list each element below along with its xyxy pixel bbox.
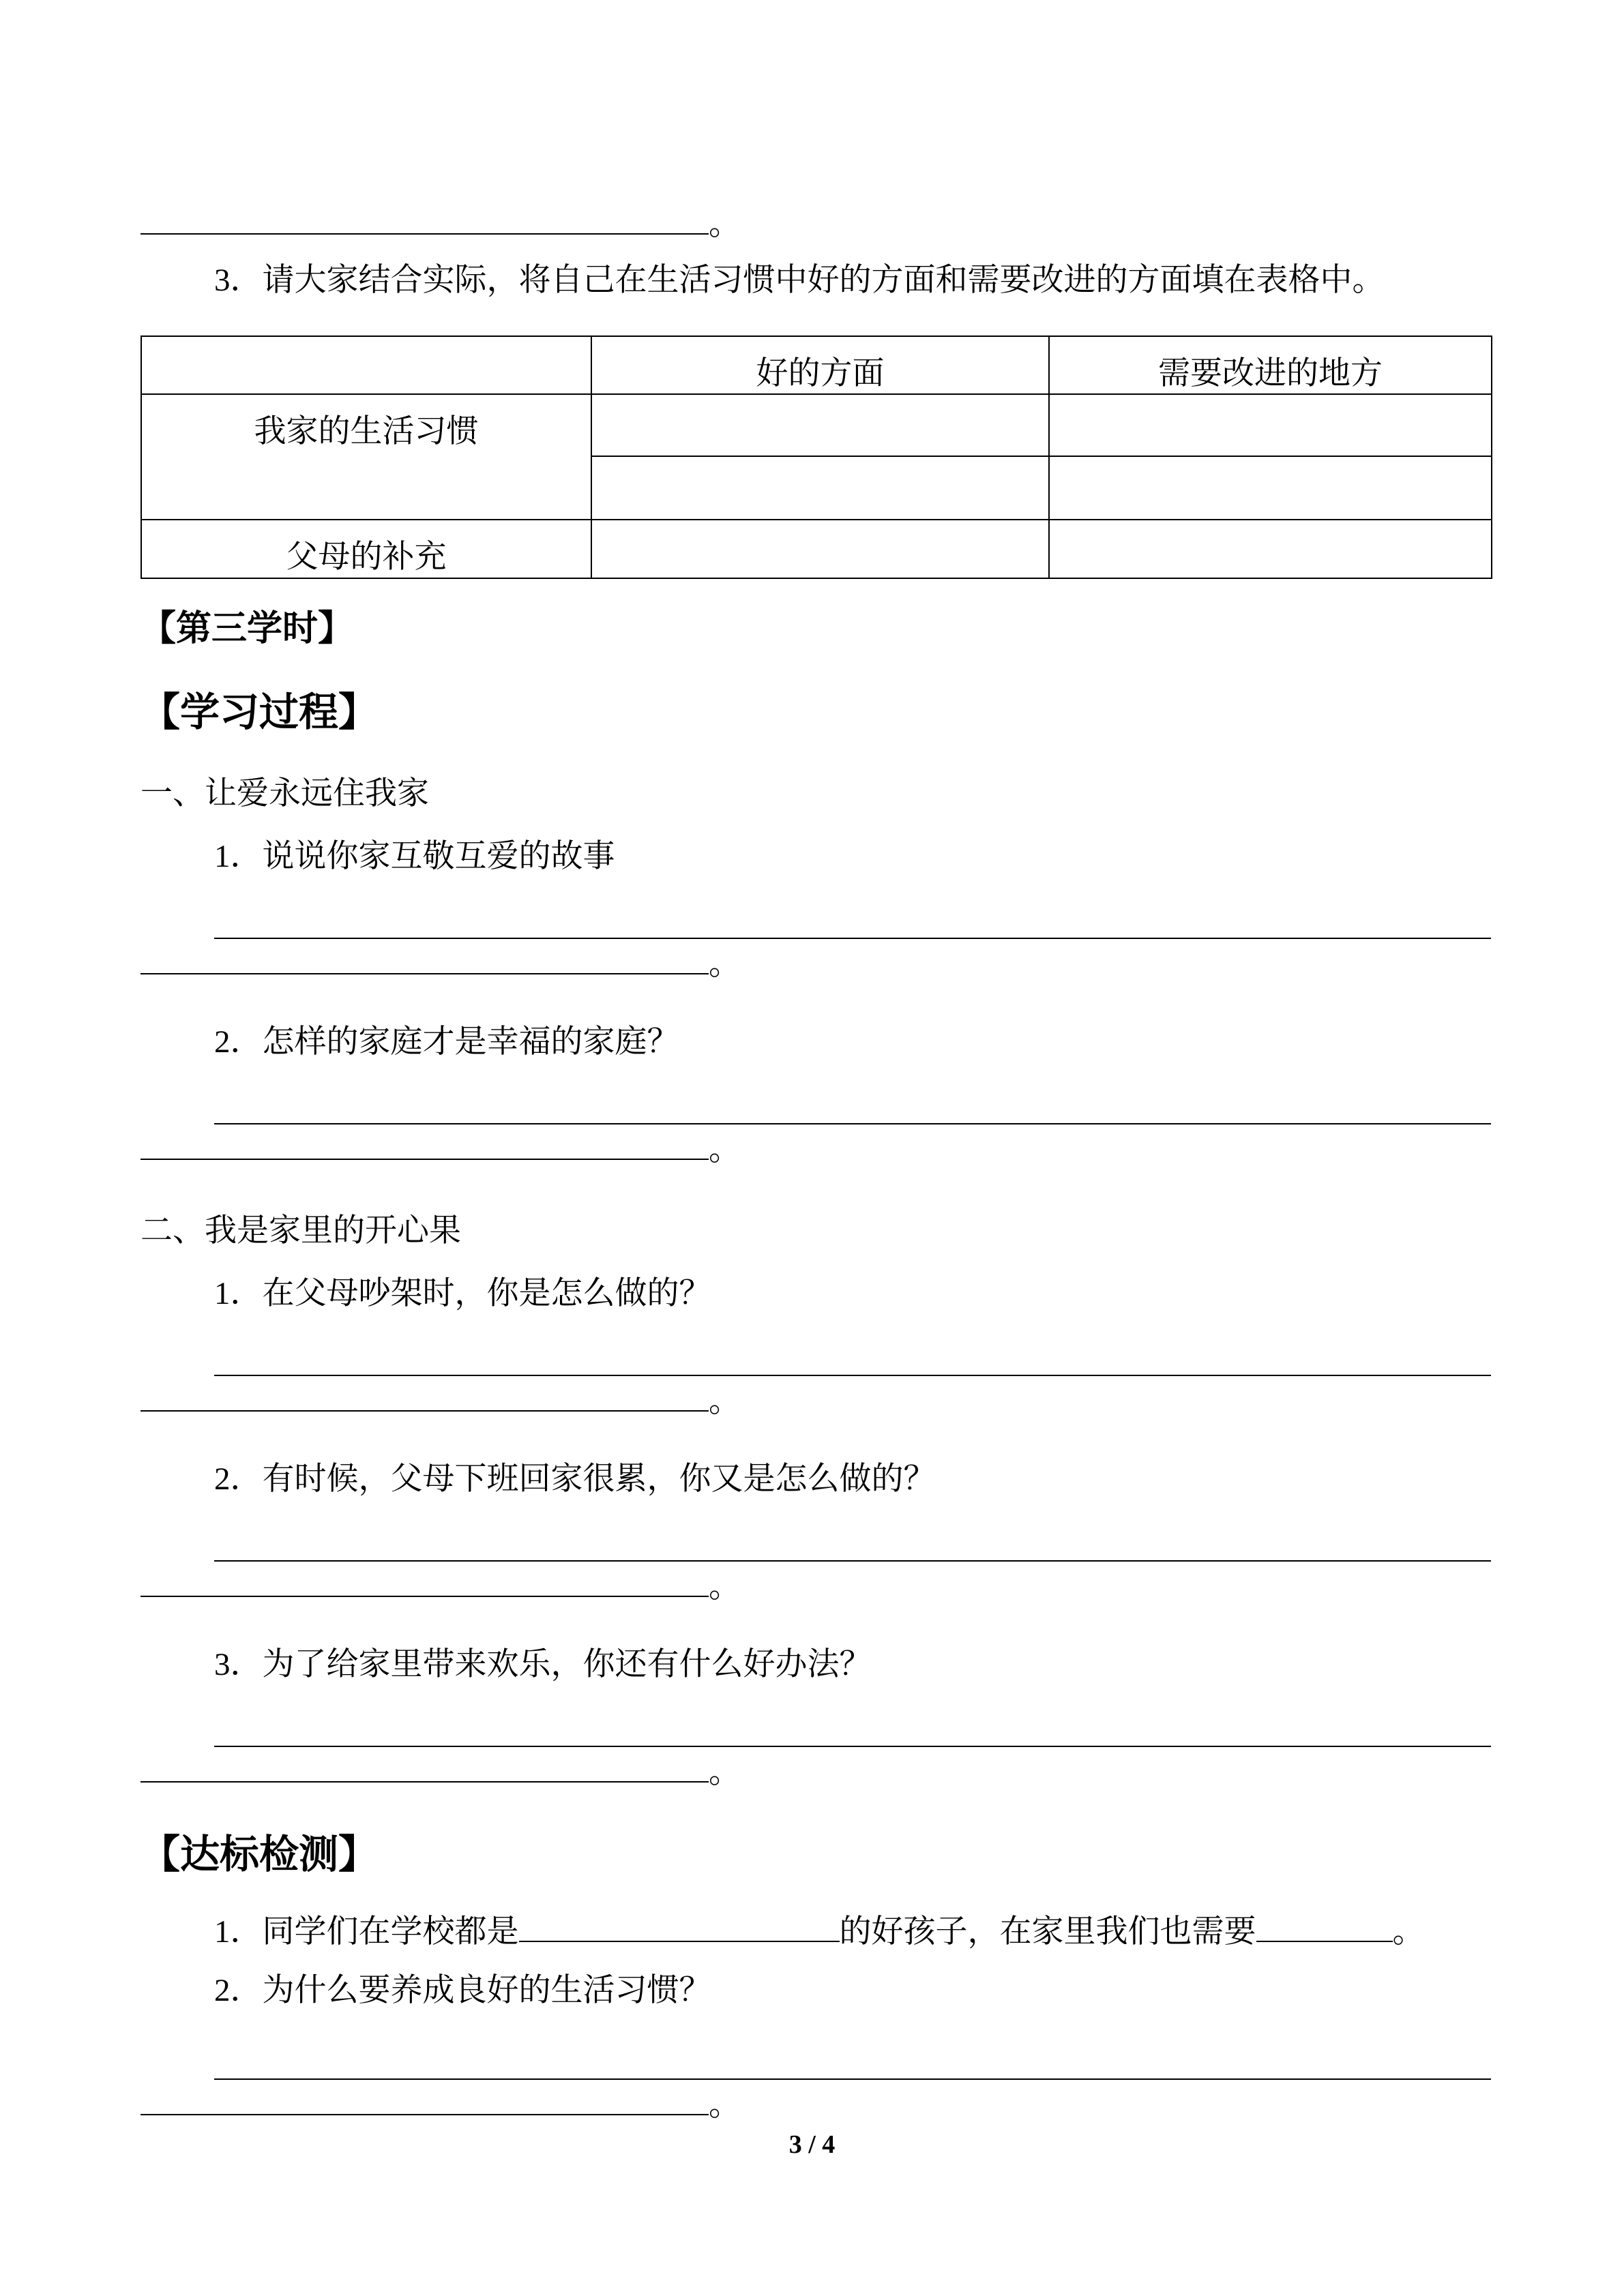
table-empty-cell [591, 456, 1049, 520]
session-3-heading: 【第三学时】 [141, 610, 354, 648]
answer-line-long [214, 1699, 1491, 1747]
learning-process-heading: 【学习过程】 [141, 690, 379, 734]
period: 。 [709, 946, 741, 982]
answer-line-long [214, 1514, 1491, 1562]
section-2-question-2: 2．有时候，父母下班回家很累，你又是怎么做的？ [214, 1461, 936, 1497]
table-empty-cell [1049, 456, 1492, 520]
assessment-heading: 【达标检测】 [141, 1832, 379, 1877]
inline-answer-blank [1256, 1941, 1393, 1942]
answer-line-long [214, 1328, 1491, 1376]
answer-line-long [214, 2032, 1491, 2080]
answer-blank [141, 2114, 709, 2115]
period: 。 [709, 1384, 741, 1419]
answer-blank [141, 1596, 709, 1597]
period: 。 [709, 1755, 741, 1790]
answer-blank [141, 1159, 709, 1160]
page-number: 3 / 4 [788, 2130, 836, 2159]
inline-answer-blank [519, 1941, 840, 1942]
table-empty-cell [1049, 394, 1492, 456]
instruction-item-3: 3．请大家结合实际，将自己在生活习惯中好的方面和需要改进的方面填在表格中。 [214, 263, 1385, 298]
section-1-question-1: 1．说说你家互敬互爱的故事 [214, 839, 615, 874]
assessment-q1-text-2: 的好孩子，在家里我们也需要 [839, 1914, 1256, 1950]
period: 。 [709, 207, 741, 242]
answer-line-long [214, 891, 1491, 939]
period: 。 [1392, 1914, 1425, 1950]
section-2-title: 二、我是家里的开心果 [141, 1213, 461, 1249]
period: 。 [709, 2087, 741, 2123]
table-empty-cell [1049, 520, 1492, 578]
table-corner-cell [141, 336, 591, 394]
answer-blank [141, 1410, 709, 1412]
answer-line-short [141, 1376, 1491, 1427]
table-empty-cell [591, 394, 1049, 456]
table-header-good-aspects: 好的方面 [591, 336, 1049, 394]
table-row [141, 394, 1492, 456]
table-header-to-improve: 需要改进的地方 [1049, 336, 1492, 394]
answer-line-short [141, 939, 1491, 990]
answer-line-short [141, 1747, 1491, 1798]
assessment-question-2: 2．为什么要养成良好的生活习惯？ [214, 1973, 711, 2008]
table-row-label-parents-addition: 父母的补充 [141, 520, 591, 578]
section-2-question-1: 1．在父母吵架时，你是怎么做的？ [214, 1276, 711, 1311]
answer-line-short [141, 2080, 1491, 2131]
period: 。 [709, 1132, 741, 1167]
table-empty-cell [591, 520, 1049, 578]
answer-line-short [141, 1124, 1491, 1176]
answer-blank [141, 973, 709, 974]
answer-line-short [141, 1562, 1491, 1613]
table-row [141, 520, 1492, 578]
table-header-row [141, 336, 1492, 394]
habits-table [141, 336, 1492, 579]
answer-blank [141, 1781, 709, 1783]
assessment-q1-text-1: 1．同学们在学校都是 [214, 1914, 519, 1950]
section-2-question-3: 3．为了给家里带来欢乐，你还有什么好办法？ [214, 1647, 872, 1682]
section-1-question-2: 2．怎样的家庭才是幸福的家庭？ [214, 1024, 679, 1060]
period: 。 [709, 1569, 741, 1605]
answer-line-long [214, 1077, 1491, 1124]
assessment-question-1 [141, 1905, 1491, 1959]
table-row-label-family-habits: 我家的生活习惯 [141, 394, 591, 520]
answer-blank [141, 233, 709, 235]
answer-line-carryover [141, 199, 1491, 250]
section-1-title: 一、让爱永远住我家 [141, 776, 429, 811]
